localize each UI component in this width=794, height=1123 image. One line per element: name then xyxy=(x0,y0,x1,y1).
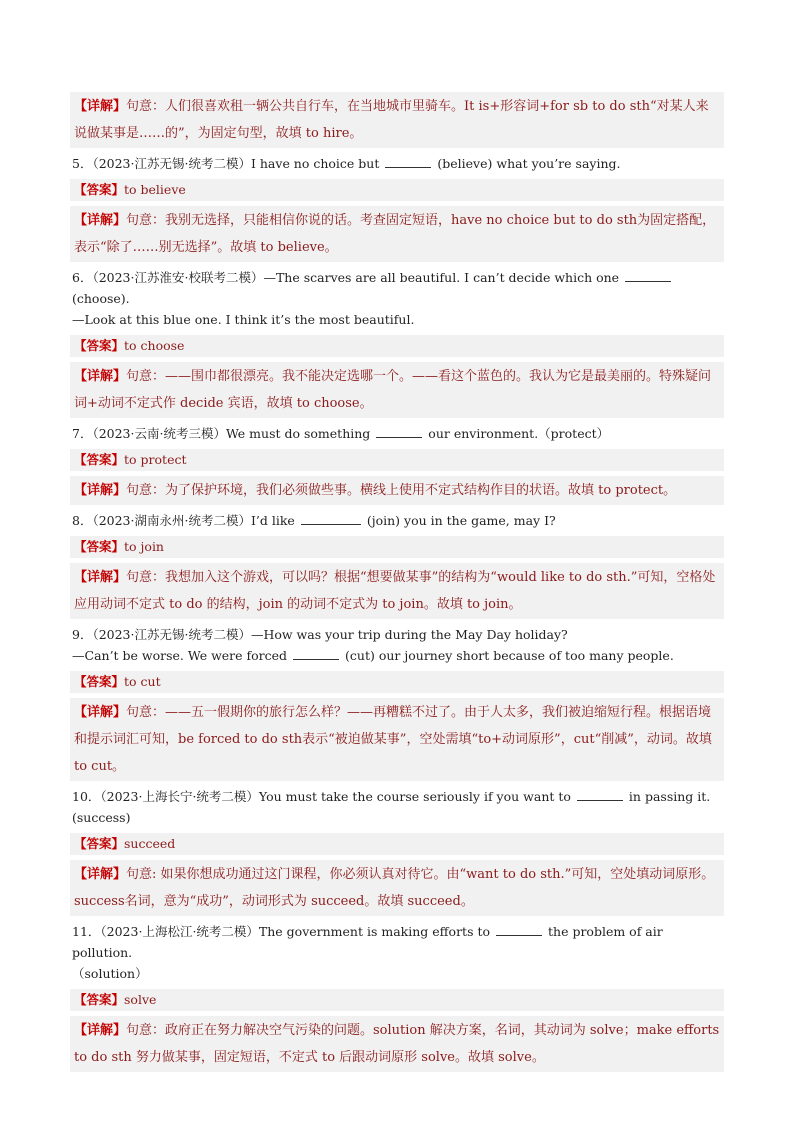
question-text: 7．（2023·云南·统考三模）We must do something xyxy=(72,426,371,441)
detail-label: 【详解】 xyxy=(74,99,127,114)
answer-blank xyxy=(577,788,623,801)
detail-text: 句意：我别无选择，只能相信你说的话。考查固定短语，have no choice but to do sth为固定搭配，表示“除了……别无选择”。故填 to believe。 xyxy=(74,213,716,255)
answer-blank xyxy=(625,269,671,282)
detail-label: 【详解】 xyxy=(74,570,127,585)
question-text: 11．（2023·上海松江·统考二模）The government is making efforts to xyxy=(72,924,491,939)
question-text: 10．（2023·上海长宁·统考二模）You must take the course seriously if you want to xyxy=(72,789,571,804)
detail-block xyxy=(70,1016,724,1072)
question-text: 8．（2023·湖南永州·统考二模）I’d like xyxy=(72,513,295,528)
question xyxy=(70,921,724,984)
detail-text: 句意：——五一假期你的旅行怎么样？——再糟糕不过了。由于人太多，我们被迫缩短行程。根据语境和提示词汇可知，be forced to do sth表示“被迫做某事”，空处需填“to+动词原形”，cut“削减”，动词。故填 to cut。 xyxy=(74,705,712,774)
question xyxy=(70,153,724,174)
answer-text: to protect xyxy=(124,452,187,467)
answer-text: to cut xyxy=(124,674,161,689)
answer-block xyxy=(70,335,724,357)
question-text: in passing it. xyxy=(628,789,711,804)
answer-blank xyxy=(376,425,422,438)
answer-blank xyxy=(301,512,361,525)
detail-text: 句意：为了保护环境，我们必须做些事。横线上使用不定式结构作目的状语。故填 to protect。 xyxy=(126,483,677,498)
question-text: 6．（2023·江苏淮安·校联考二模）—The scarves are all beautiful. I can’t decide which one xyxy=(72,270,620,285)
question-text: (cut) our journey short because of too many people. xyxy=(345,648,674,663)
answer-label: 【答案】 xyxy=(74,836,125,851)
detail-text: 句意：政府正在努力解决空气污染的问题。solution 解决方案，名词，其动词为 solve；make efforts to do sth 努力做某事，固定短语，不定式 to 后跟动词原形 solve。故填 solve。 xyxy=(74,1023,720,1065)
detail-label: 【详解】 xyxy=(74,1023,127,1038)
detail-block xyxy=(70,563,724,619)
question-text: the problem of air pollution. xyxy=(72,924,663,960)
detail-block xyxy=(70,362,724,418)
answer-text: solve xyxy=(124,992,157,1007)
question-text: our environment.（protect） xyxy=(428,426,610,441)
question-text: —Look at this blue one. I think it’s the most beautiful. xyxy=(72,312,415,327)
question xyxy=(70,423,724,444)
answer-block xyxy=(70,671,724,693)
answer-block xyxy=(70,449,724,471)
question-text: —Can’t be worse. We were forced xyxy=(72,648,288,663)
detail-block xyxy=(70,698,724,781)
document-page xyxy=(70,92,724,1077)
detail-block xyxy=(70,860,724,916)
answer-text: succeed xyxy=(124,836,176,851)
detail-label: 【详解】 xyxy=(74,369,127,384)
answer-label: 【答案】 xyxy=(74,338,125,353)
detail-block xyxy=(70,92,724,148)
detail-text: 句意: 如果你想成功通过这门课程，你必须认真对待它。由“want to do sth.”可知，空处填动词原形。success名词，意为“成功”，动词形式为 succeed。故填 succeed。 xyxy=(74,867,715,909)
detail-block xyxy=(70,206,724,262)
detail-label: 【详解】 xyxy=(74,867,127,882)
detail-label: 【详解】 xyxy=(74,213,127,228)
question-text: （solution） xyxy=(72,966,148,981)
detail-text: 句意：人们很喜欢租一辆公共自行车，在当地城市里骑车。It is+形容词+for sb to do sth“对某人来说做某事是……的”，为固定句型，故填 to hire。 xyxy=(74,99,709,141)
question xyxy=(70,510,724,531)
answer-blank xyxy=(293,647,339,660)
answer-block xyxy=(70,833,724,855)
answer-label: 【答案】 xyxy=(74,452,125,467)
answer-label: 【答案】 xyxy=(74,182,125,197)
answer-text: to join xyxy=(124,539,164,554)
answer-blank xyxy=(496,923,542,936)
detail-label: 【详解】 xyxy=(74,705,127,720)
detail-block xyxy=(70,476,724,505)
question-text: 5．（2023·江苏无锡·统考二模）I have no choice but xyxy=(72,156,380,171)
answer-text: to choose xyxy=(124,338,185,353)
answer-block xyxy=(70,179,724,201)
detail-text: 句意：我想加入这个游戏，可以吗？根据“想要做某事”的结构为“would like to do sth.”可知，空格处应用动词不定式 to do 的结构，join 的动词不定式为 to join。故填 to join。 xyxy=(74,570,716,612)
question-text: (believe) what you’re saying. xyxy=(437,156,621,171)
question-text: (join) you in the game, may I? xyxy=(366,513,556,528)
answer-blank xyxy=(385,155,431,168)
question xyxy=(70,786,724,828)
question-text: (choose). xyxy=(72,291,130,306)
answer-label: 【答案】 xyxy=(74,992,125,1007)
answer-label: 【答案】 xyxy=(74,539,125,554)
answer-text: to believe xyxy=(124,182,186,197)
detail-text: 句意：——围巾都很漂亮。我不能决定选哪一个。——看这个蓝色的。我认为它是最美丽的。特殊疑问词+动词不定式作 decide 宾语，故填 to choose。 xyxy=(74,369,712,411)
question-text: (success) xyxy=(72,810,131,825)
answer-block xyxy=(70,989,724,1011)
question xyxy=(70,267,724,330)
question-text: 9．（2023·江苏无锡·统考二模）—How was your trip during the May Day holiday? xyxy=(72,627,568,642)
question xyxy=(70,624,724,666)
answer-label: 【答案】 xyxy=(74,674,125,689)
detail-label: 【详解】 xyxy=(74,483,127,498)
answer-block xyxy=(70,536,724,558)
